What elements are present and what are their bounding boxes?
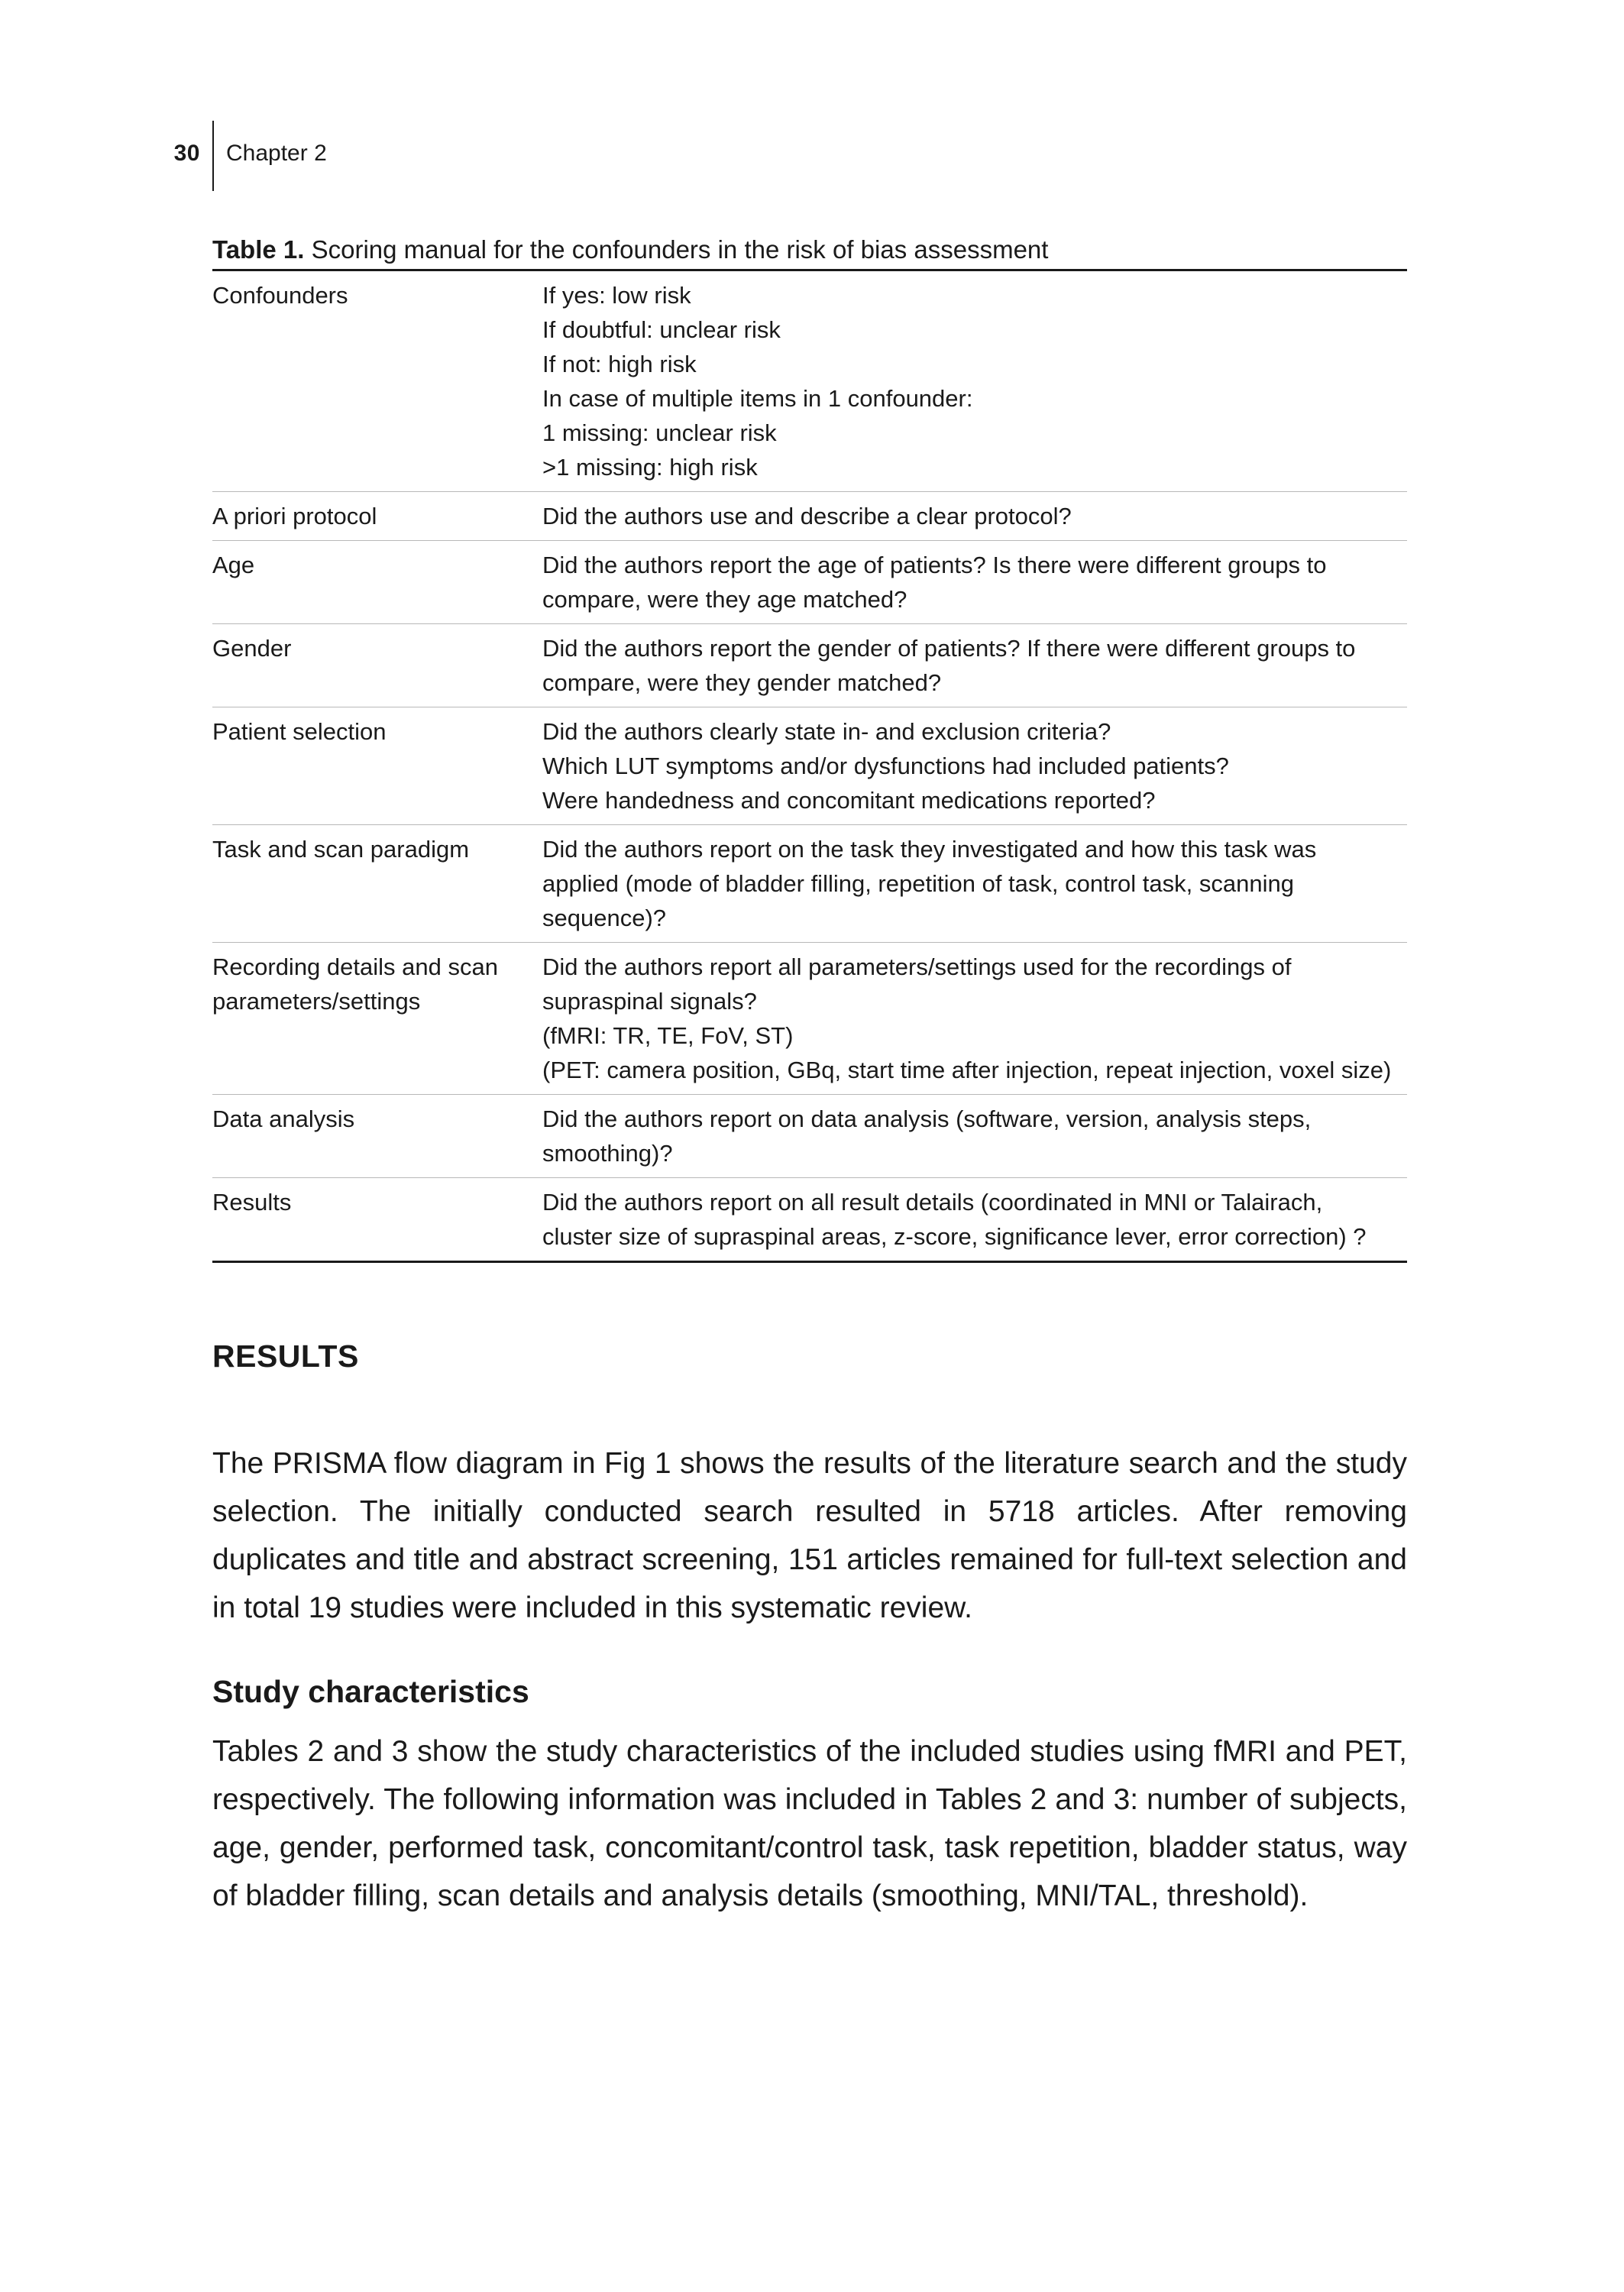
- criteria-line: 1 missing: unclear risk: [542, 419, 777, 446]
- confounder-line: Patient selection: [212, 718, 387, 745]
- criteria-line: If doubtful: unclear risk: [542, 316, 781, 343]
- confounder-cell: [212, 707, 542, 825]
- table-caption-label: Table 1.: [212, 235, 305, 264]
- criteria-line: Did the authors report on data analysis (software, version, analysis steps,: [542, 1106, 1312, 1132]
- results-heading: RESULTS: [212, 1339, 359, 1374]
- table-row: [212, 624, 1407, 707]
- criteria-line: Which LUT symptoms and/or dysfunctions had included patients?: [542, 753, 1229, 779]
- criteria-cell: [542, 1178, 1407, 1262]
- criteria-cell: [542, 825, 1407, 943]
- criteria-line: compare, were they age matched?: [542, 586, 907, 613]
- scoring-table: [212, 271, 1407, 1263]
- confounder-line: Results: [212, 1189, 292, 1216]
- criteria-cell: [542, 492, 1407, 541]
- confounder-line: parameters/settings: [212, 988, 421, 1015]
- criteria-line: cluster size of supraspinal areas, z-score, significance lever, error correction) ?: [542, 1223, 1367, 1250]
- criteria-line: Did the authors report on all result details (coordinated in MNI or Talairach,: [542, 1189, 1323, 1216]
- confounder-line: Recording details and scan: [212, 953, 498, 980]
- criteria-line: Did the authors use and describe a clear protocol?: [542, 503, 1072, 529]
- criteria-line: Did the authors clearly state in- and exclusion criteria?: [542, 718, 1111, 745]
- table-row: [212, 707, 1407, 825]
- confounder-line: Gender: [212, 635, 292, 662]
- confounder-cell: [212, 271, 542, 492]
- page-number: 30: [173, 141, 200, 166]
- criteria-cell: [542, 271, 1407, 492]
- table-row: [212, 1095, 1407, 1178]
- confounder-cell: [212, 825, 542, 943]
- table-caption-text: Scoring manual for the confounders in the risk of bias assessment: [304, 235, 1049, 264]
- study-characteristics-heading: Study characteristics: [212, 1674, 529, 1709]
- table-1: [212, 235, 1407, 1263]
- criteria-line: sequence)?: [542, 905, 667, 931]
- confounder-line: Age: [212, 552, 255, 578]
- table-row: [212, 541, 1407, 624]
- confounder-line: Task and scan paradigm: [212, 836, 470, 863]
- header-divider: [212, 121, 214, 191]
- confounder-cell: [212, 1095, 542, 1178]
- criteria-cell: [542, 624, 1407, 707]
- confounder-line: Confounders: [212, 282, 348, 309]
- criteria-line: compare, were they gender matched?: [542, 669, 942, 696]
- confounder-cell: [212, 943, 542, 1095]
- running-header: [0, 136, 1624, 205]
- results-paragraph-1: The PRISMA flow diagram in Fig 1 shows the results of the literature search and the study selection. The initially conducted search resulted in 5718 articles. After removing duplicates and title and abstract screening, 151 articles remained for full-text selection and in total 19 studies were included in this systematic review.: [212, 1447, 1407, 1624]
- confounder-cell: [212, 1178, 542, 1262]
- criteria-line: Did the authors report all parameters/settings used for the recordings of: [542, 953, 1292, 980]
- table-row: [212, 271, 1407, 492]
- confounder-line: A priori protocol: [212, 503, 377, 529]
- confounder-cell: [212, 624, 542, 707]
- table-row: [212, 943, 1407, 1095]
- chapter-label: Chapter 2: [226, 141, 327, 166]
- scoring-table-body: [212, 271, 1407, 1262]
- confounder-line: Data analysis: [212, 1106, 355, 1132]
- results-paragraph-2: Tables 2 and 3 show the study characteristics of the included studies using fMRI and PET, respectively. The following information was included in Tables 2 and 3: number of subjects, age, gender, performed task, concomitant/control task, task repetition, bladder status, way of bladder filling, scan details and analysis details (smoothing, MNI/TAL, threshold).: [212, 1735, 1407, 1912]
- criteria-cell: [542, 707, 1407, 825]
- criteria-line: In case of multiple items in 1 confounder:: [542, 385, 973, 412]
- criteria-line: applied (mode of bladder filling, repetition of task, control task, scanning: [542, 870, 1294, 897]
- confounder-cell: [212, 492, 542, 541]
- table-row: [212, 1178, 1407, 1262]
- criteria-line: >1 missing: high risk: [542, 454, 758, 481]
- criteria-line: If yes: low risk: [542, 282, 691, 309]
- criteria-line: Did the authors report the gender of patients? If there were different groups to: [542, 635, 1356, 662]
- criteria-cell: [542, 541, 1407, 624]
- criteria-line: (fMRI: TR, TE, FoV, ST): [542, 1022, 794, 1049]
- table-row: [212, 492, 1407, 541]
- confounder-cell: [212, 541, 542, 624]
- criteria-line: Did the authors report the age of patients? Is there were different groups to: [542, 552, 1327, 578]
- criteria-line: Were handedness and concomitant medications reported?: [542, 787, 1156, 814]
- table-row: [212, 825, 1407, 943]
- criteria-cell: [542, 943, 1407, 1095]
- table-caption: [212, 235, 1407, 271]
- criteria-line: smoothing)?: [542, 1140, 673, 1167]
- criteria-line: If not: high risk: [542, 351, 697, 377]
- criteria-line: (PET: camera position, GBq, start time after injection, repeat injection, voxel size): [542, 1057, 1392, 1083]
- criteria-line: supraspinal signals?: [542, 988, 757, 1015]
- criteria-cell: [542, 1095, 1407, 1178]
- criteria-line: Did the authors report on the task they investigated and how this task was: [542, 836, 1317, 863]
